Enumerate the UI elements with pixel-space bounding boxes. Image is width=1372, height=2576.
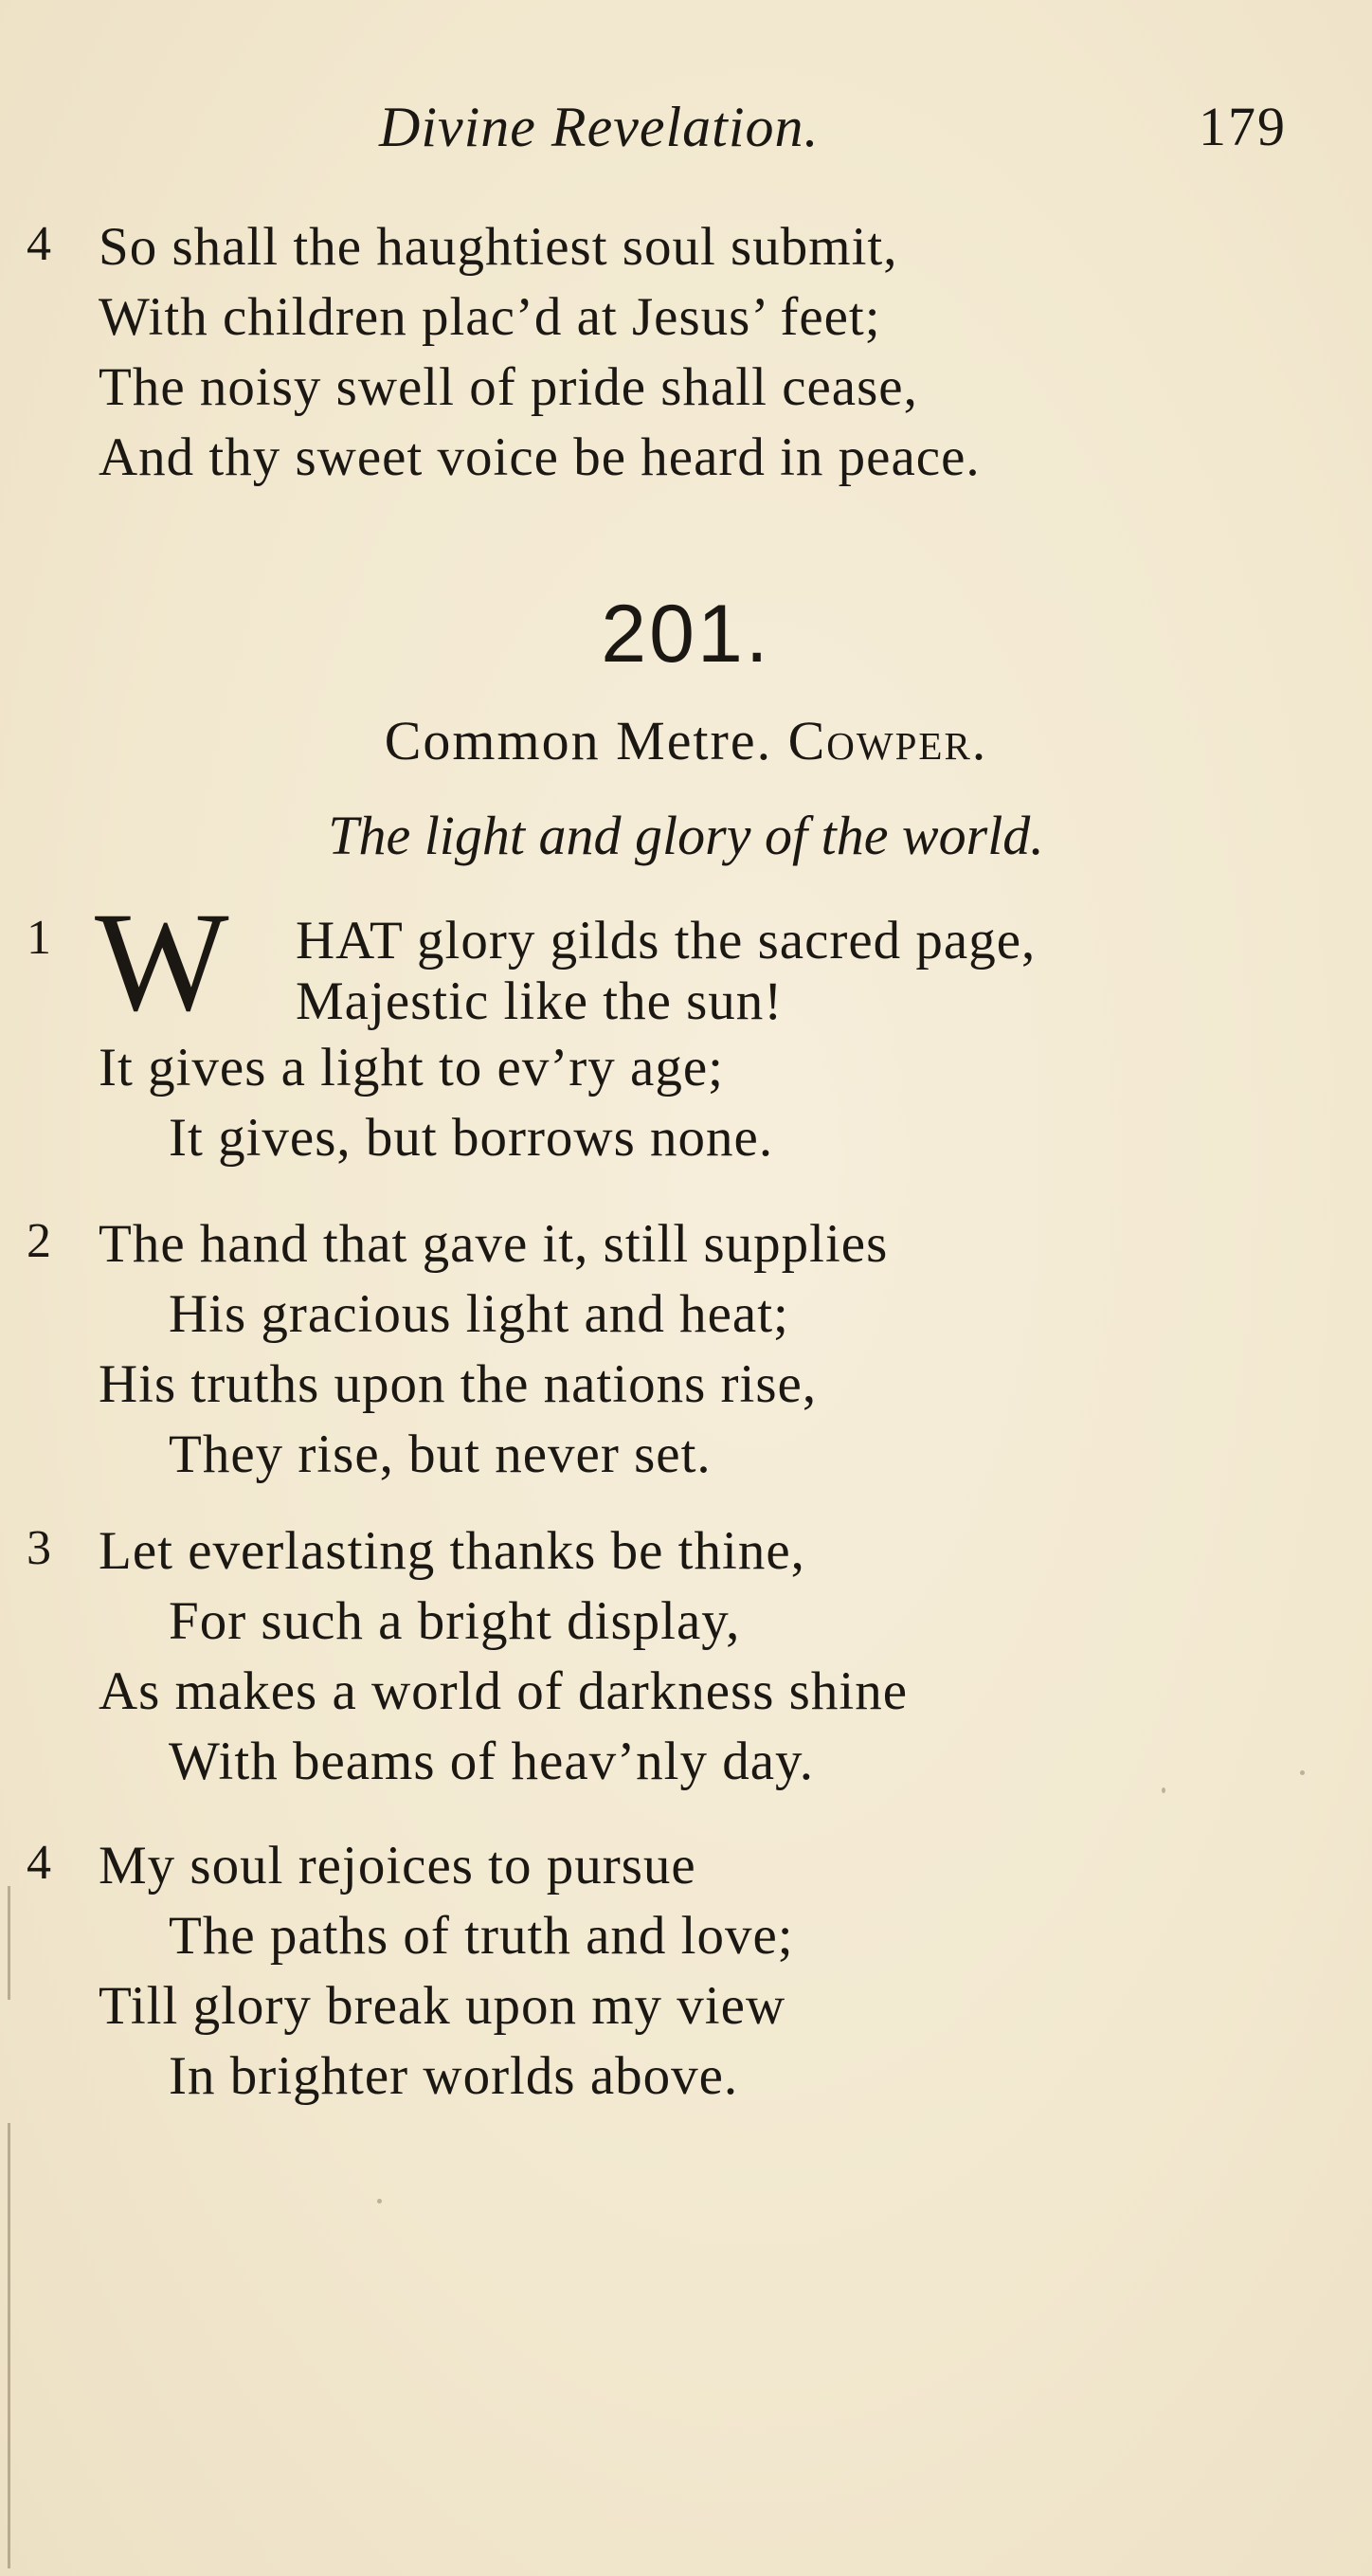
verse-line: With children plac’d at Jesus’ feet; <box>99 287 881 347</box>
verse-line: The noisy swell of pride shall cease, <box>99 357 918 417</box>
verse-line: With beams of heav’nly day. <box>169 1732 815 1791</box>
verse-line: For such a bright display, <box>169 1591 741 1651</box>
verse-line: Majestic like the sun! <box>296 971 784 1031</box>
page-edge-mark <box>8 1886 10 2000</box>
verse-line: As makes a world of darkness shine <box>99 1661 908 1721</box>
stanza-number: 2 <box>27 1214 51 1268</box>
stanza-number: 4 <box>27 217 51 271</box>
verse-line: And thy sweet voice be heard in peace. <box>99 427 981 487</box>
verse-line: It gives a light to ev’ry age; <box>99 1038 724 1098</box>
hymn-number: 201. <box>601 589 771 680</box>
stanza-number: 1 <box>27 911 51 965</box>
page-number: 179 <box>1199 96 1287 157</box>
verse-line: In brighter worlds above. <box>169 2046 739 2106</box>
page-edge-mark <box>8 2123 10 2568</box>
verse-line: His truths upon the nations rise, <box>99 1354 818 1414</box>
running-title: Divine Revelation. <box>379 96 820 158</box>
hymn-metre-line <box>0 709 1372 772</box>
verse-line: His gracious light and heat; <box>169 1284 789 1344</box>
verse-line: They rise, but never set. <box>169 1424 712 1484</box>
verse-line: Till glory break upon my view <box>99 1976 786 2036</box>
verse-line: The paths of truth and love; <box>169 1906 794 1966</box>
verse-line: Let everlasting thanks be thine, <box>99 1521 805 1581</box>
paper-speck <box>1162 1787 1165 1793</box>
running-head <box>0 95 1372 171</box>
verse-line: It gives, but borrows none. <box>169 1108 774 1168</box>
author-name: Cowper. <box>787 710 988 771</box>
verse-line: The hand that gave it, still supplies <box>99 1214 889 1274</box>
paper-speck <box>1300 1770 1305 1775</box>
drop-cap: W <box>95 883 226 1041</box>
stanza-number: 4 <box>27 1836 51 1890</box>
hymn-subtitle: The light and glory of the world. <box>328 805 1044 866</box>
stanza-number: 3 <box>27 1521 51 1575</box>
paper-speck <box>377 2199 382 2204</box>
metre-label: Common Metre. <box>384 710 773 771</box>
verse-line: My soul rejoices to pursue <box>99 1836 696 1896</box>
verse-line: HAT glory gilds the sacred page, <box>296 911 1037 971</box>
verse-line: So shall the haughtiest soul submit, <box>99 217 898 277</box>
